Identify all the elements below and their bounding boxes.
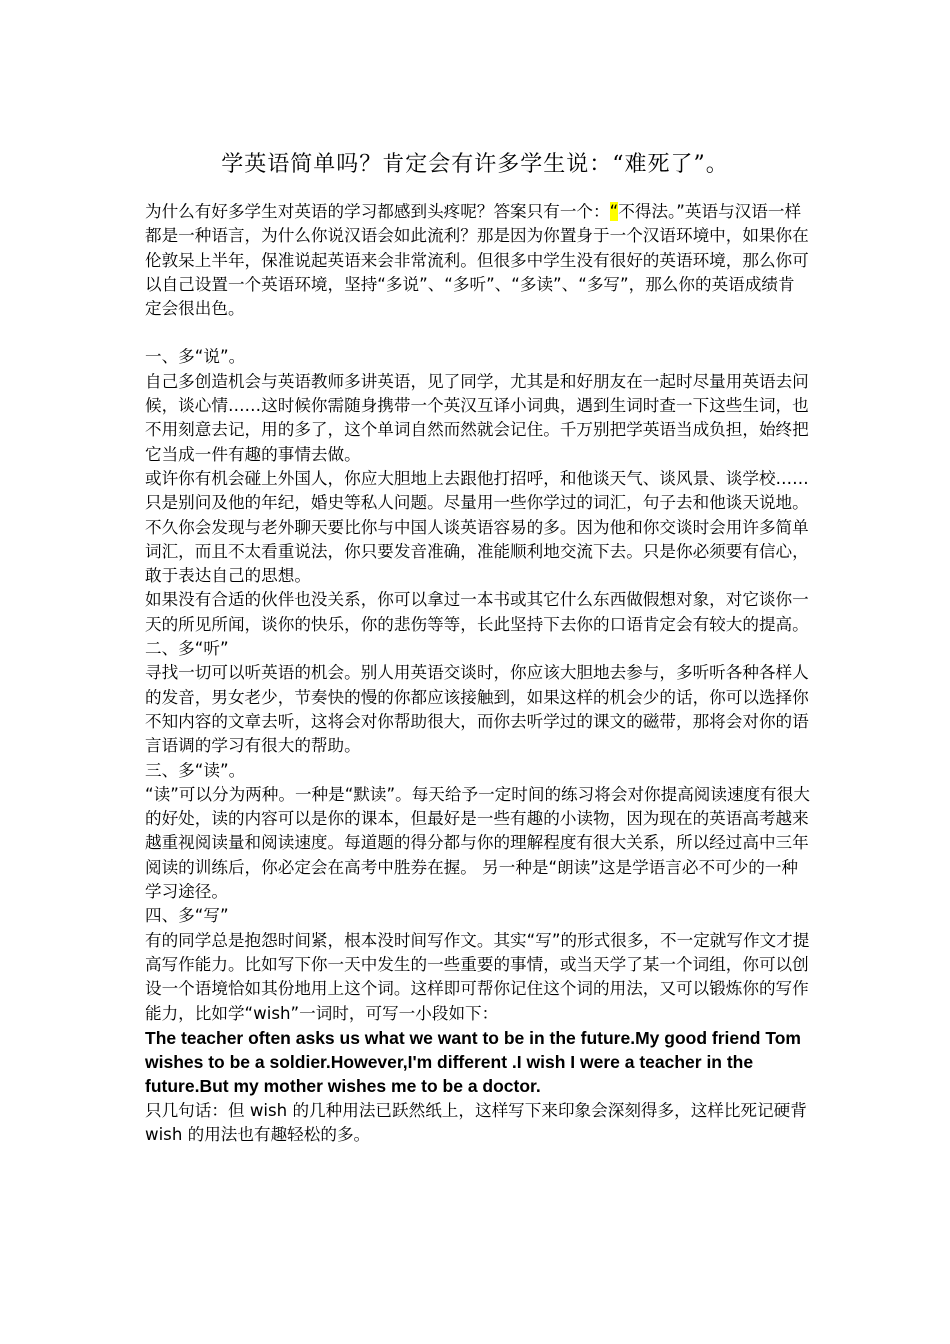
intro-question: 为什么有好多学生对英语的学习都感到头疼呢？答案只有一个： [145, 202, 610, 221]
article-body [145, 200, 810, 1147]
intro-rest: 英语与汉语一样都是一种语言，为什么你说汉语会如此流利？那是因为你置身于一个汉语环境中，如果你在伦敦呆上半年，保准说起英语来会非常流利。但很多中学生没有很好的英语环境，那么你可以自己设置一个英语环境，坚持“多说”、“多听”、“多读”、“多写”，那么你的英语成绩肯定会很出色。 [145, 202, 809, 319]
speak-paragraph-1: 自己多创造机会与英语教师多讲英语，见了同学，尤其是和好朋友在一起时尽量用英语去问候，谈心情……这时候你需随身携带一个英汉互译小词典，遇到生词时查一下这些生词，也不用刻意去记，用的多了，这个单词自然而然就会记住。千万别把学英语当成负担，始终把它当成一件有趣的事情去做。 [145, 371, 809, 464]
highlighted-quote-mark: “ [609, 202, 619, 221]
section-heading-speak: 一、多“说”。 [145, 347, 246, 367]
section-heading-listen: 二、多“听” [145, 639, 229, 659]
read-paragraph: “读”可以分为两种。一种是“默读”。每天给予一定时间的练习将会对你提高阅读速度有很大的好处，读的内容可以是你的课本，但最好是一些有趣的小读物，因为现在的英语高考越来越重视阅读量和阅读速度。每道题的得分都与你的理解程度有很大关系，所以经过高中三年阅读的训练后，你必定会在高考中胜券在握。 另一种是“朗读”这是学语言必不可少的一种学习途径。 [145, 784, 810, 902]
speak-paragraph-2: 或许你有机会碰上外国人，你应大胆地上去跟他打招呼，和他谈天气、谈风景、谈学校……只是别问及他的年纪，婚史等私人问题。尽量用一些你学过的词汇，句子去和他谈天说地。不久你会发现与老外聊天要比你与中国人谈英语容易的多。因为他和你交谈时会用许多简单词汇，而且不太看重说法，你只要发音准确，准能顺利地交流下去。只是你必须要有信心，敢于表达自己的思想。 [145, 468, 809, 586]
section-heading-write: 四、多“写” [145, 906, 229, 926]
paragraph-gap [145, 321, 810, 345]
english-example-text: The teacher often asks us what we want to be in the future.My good friend Tom wishes to be a soldier.However,I'm different .I wish I were a teacher in the future.But my mother wishes me to be a doctor. [145, 1027, 801, 1097]
page-title: 学英语简单吗？肯定会有许多学生说：“难死了”。 [221, 152, 729, 177]
write-paragraph-1: 有的同学总是抱怨时间紧，根本没时间写作文。其实“写”的形式很多，不一定就写作文才提高写作能力。比如写下你一天中发生的一些重要的事情，或当天学了某一个词组，你可以创设一个语境恰如其份地用上这个词。这样即可帮你记住这个词的用法，又可以锻炼你的写作能力，比如学“wish”一词时，可写一小段如下： [145, 930, 810, 1023]
write-paragraph-2: 只几句话：但 wish 的几种用法已跃然纸上，这样写下来印象会深刻得多，这样比死记硬背 wish 的用法也有趣轻松的多。 [145, 1100, 807, 1144]
intro-answer: 不得法。” [618, 202, 685, 221]
intro-paragraph [145, 200, 810, 321]
speak-paragraph-3: 如果没有合适的伙伴也没关系，你可以拿过一本书或其它什么东西做假想对象，对它谈你一天的所见所闻，谈你的快乐，你的悲伤等等，长此坚持下去你的口语肯定会有较大的提高。 [145, 590, 809, 634]
section-heading-read: 三、多“读”。 [145, 760, 246, 780]
listen-paragraph: 寻找一切可以听英语的机会。别人用英语交谈时，你应该大胆地去参与，多听听各种各样人的发音，男女老少，节奏快的慢的你都应该接触到，如果这样的机会少的话，你可以选择你不知内容的文章去听，这将会对你帮助很大，而你去听学过的课文的磁带，那将会对你的语言语调的学习有很大的帮助。 [145, 663, 809, 756]
